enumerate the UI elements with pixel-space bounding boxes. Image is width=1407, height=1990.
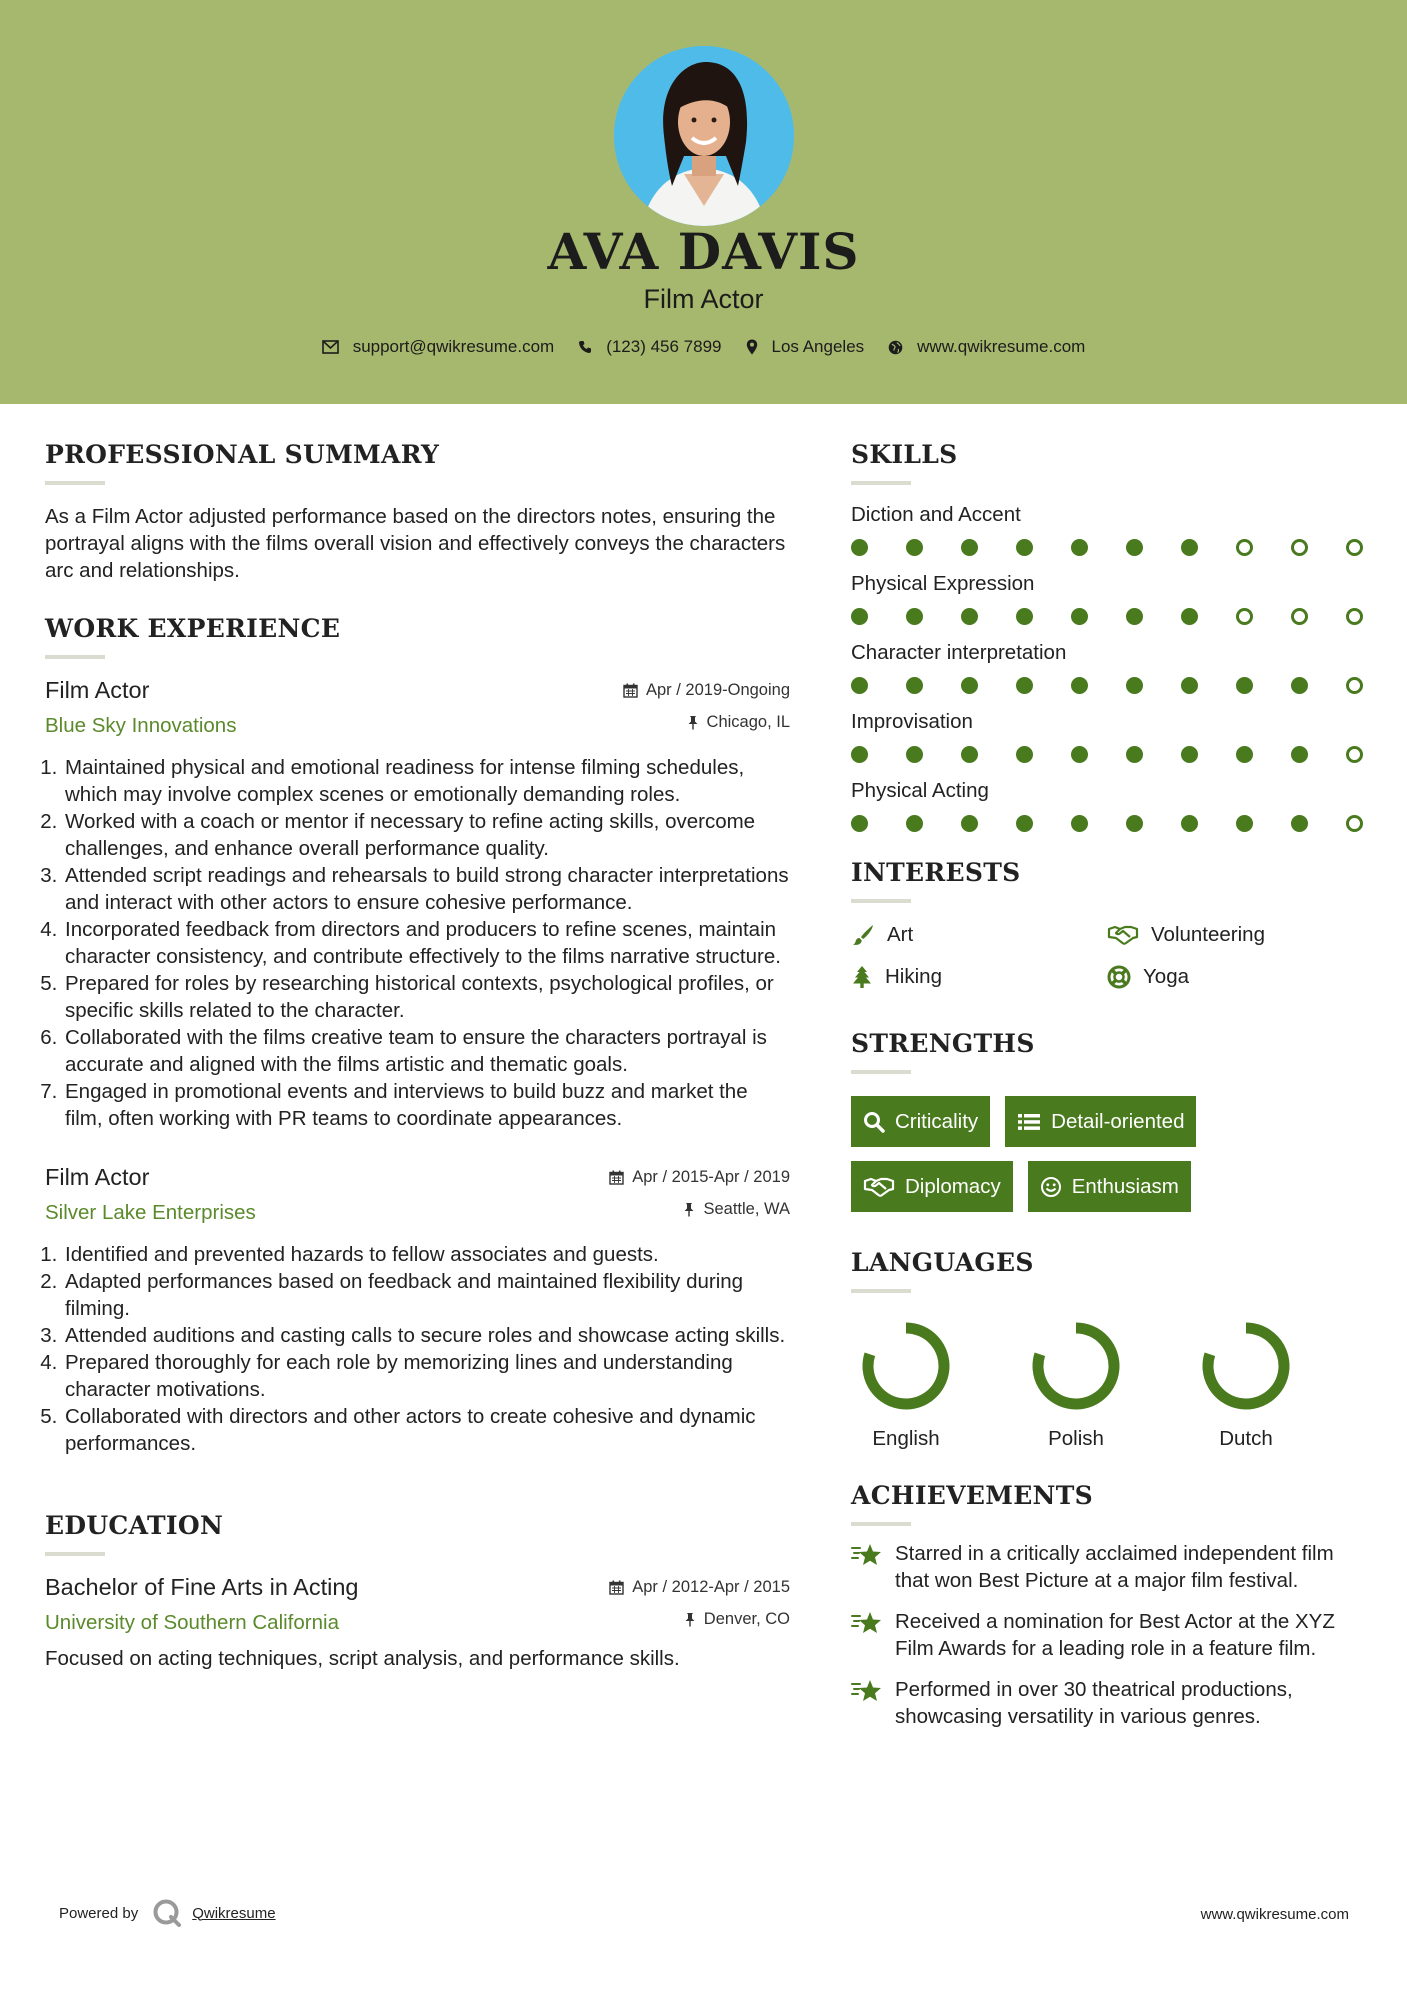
job-duty: 2. Worked with a coach or mentor if necessary to refine acting skills, overcome challenges, and enhance overall performance quality. <box>63 808 790 862</box>
skill-dot-filled <box>1016 539 1033 556</box>
list-icon <box>1017 1112 1041 1132</box>
language-proficiency-arc <box>1038 1328 1114 1404</box>
achievement-item <box>851 1540 1371 1594</box>
skills-heading: SKILLS <box>851 440 958 469</box>
interest-item <box>1107 965 1363 989</box>
strength-label: Diplomacy <box>905 1174 1001 1198</box>
language-item <box>851 1319 1021 1451</box>
languages-list <box>851 1319 1371 1451</box>
skill-name: Improvisation <box>851 710 973 733</box>
envelope-icon <box>322 340 339 354</box>
languages-heading-rule <box>851 1289 911 1293</box>
skill-dot-empty <box>1346 608 1363 625</box>
skill-dot-filled <box>1126 746 1143 763</box>
contact-location-text: Los Angeles <box>771 337 865 356</box>
language-name: Polish <box>1048 1427 1104 1450</box>
contact-phone[interactable] <box>578 337 721 357</box>
job-date-text: Apr / 2015-Apr / 2019 <box>632 1168 790 1186</box>
skill-dot-filled <box>1071 539 1088 556</box>
education-location <box>684 1610 790 1629</box>
skills-list <box>851 503 1371 832</box>
strengths-badges <box>851 1096 1371 1226</box>
calendar-icon <box>609 1170 624 1185</box>
skill-item <box>851 641 1371 694</box>
profile-photo <box>614 46 794 226</box>
skill-dot-filled <box>1291 677 1308 694</box>
skill-dot-filled <box>961 815 978 832</box>
job-company: Silver Lake Enterprises <box>45 1201 256 1224</box>
achievements-heading-rule <box>851 1522 911 1526</box>
contact-website[interactable] <box>888 337 1085 357</box>
calendar-icon <box>623 683 638 698</box>
job-location-text: Seattle, WA <box>703 1200 790 1218</box>
skill-dot-filled <box>961 539 978 556</box>
shooting-star-icon <box>851 1678 883 1704</box>
contact-location <box>746 337 865 357</box>
skill-dot-filled <box>1291 746 1308 763</box>
education-date-text: Apr / 2012-Apr / 2015 <box>632 1578 790 1596</box>
job-location <box>683 1200 790 1219</box>
strength-label: Criticality <box>895 1109 979 1133</box>
search-icon <box>863 1111 885 1133</box>
skill-dot-filled <box>851 815 868 832</box>
job-duty: 6. Collaborated with the films creative team to ensure the characters portrayal is accurate and aligned with the films artistic and thematic goals. <box>63 1024 790 1078</box>
globe-icon <box>888 340 903 355</box>
skill-rating <box>851 608 1363 625</box>
job-date <box>623 681 790 700</box>
resume-header <box>0 0 1407 404</box>
skill-dot-filled <box>1126 608 1143 625</box>
skill-dot-filled <box>961 746 978 763</box>
skill-dot-filled <box>851 677 868 694</box>
job-duty: 5. Collaborated with directors and other actors to create cohesive and dynamic performances. <box>63 1403 790 1457</box>
strength-badge <box>851 1161 1013 1212</box>
job-duties-list <box>45 1241 790 1457</box>
languages-section <box>851 1248 1371 1451</box>
interest-item <box>851 965 1107 989</box>
shooting-star-icon <box>851 1610 883 1636</box>
contact-email-text: support@qwikresume.com <box>352 337 555 356</box>
education-school: University of Southern California <box>45 1611 339 1634</box>
language-proficiency-arc <box>1208 1328 1284 1404</box>
skill-dot-filled <box>1016 815 1033 832</box>
skills-heading-rule <box>851 481 911 485</box>
skill-dot-filled <box>1071 815 1088 832</box>
skill-dot-filled <box>1236 815 1253 832</box>
thumbtack-icon <box>687 715 699 730</box>
right-column <box>851 440 1371 1730</box>
strength-badge <box>1028 1161 1191 1212</box>
job-duty: 3. Attended auditions and casting calls to secure roles and showcase acting skills. <box>63 1322 790 1349</box>
language-item <box>1191 1319 1361 1451</box>
education-degree: Bachelor of Fine Arts in Acting <box>45 1574 359 1600</box>
summary-heading: PROFESSIONAL SUMMARY <box>45 440 440 469</box>
job-company: Blue Sky Innovations <box>45 714 237 737</box>
strengths-heading-rule <box>851 1070 911 1074</box>
education-heading: EDUCATION <box>45 1511 224 1540</box>
achievements-list <box>851 1540 1371 1730</box>
skill-dot-filled <box>1181 539 1198 556</box>
summary-text: As a Film Actor adjusted performance based on the directors notes, ensuring the portrayal aligns with the films overall vision and effectively conveys the characters arc and relationships. <box>45 505 786 582</box>
experience-heading-rule <box>45 655 105 659</box>
skills-section <box>851 440 1371 832</box>
skill-dot-filled <box>1181 746 1198 763</box>
qwikresume-brand-link[interactable]: Qwikresume <box>192 1904 276 1922</box>
calendar-icon <box>609 1580 624 1595</box>
job-date <box>609 1168 790 1187</box>
interest-item <box>1107 923 1363 947</box>
shooting-star-icon <box>851 1542 883 1568</box>
skill-dot-filled <box>906 539 923 556</box>
job-location <box>687 713 790 732</box>
job-duty: 4. Incorporated feedback from directors and producers to refine scenes, maintain character consistency, and contribute effectively to the films narrative structure. <box>63 916 790 970</box>
skill-dot-filled <box>1071 608 1088 625</box>
language-proficiency-ring <box>859 1319 953 1413</box>
skill-dot-filled <box>1181 608 1198 625</box>
footer-website-link[interactable]: www.qwikresume.com <box>1200 1906 1349 1923</box>
skill-name: Character interpretation <box>851 641 1067 664</box>
handshake-icon <box>863 1176 895 1198</box>
interest-label: Volunteering <box>1151 923 1265 946</box>
skill-rating <box>851 815 1363 832</box>
contact-website-text: www.qwikresume.com <box>917 337 1086 356</box>
language-proficiency-ring <box>1029 1319 1123 1413</box>
strength-label: Detail-oriented <box>1051 1109 1185 1133</box>
education-section <box>45 1511 790 1672</box>
education-heading-rule <box>45 1552 105 1556</box>
handshake-icon <box>1107 924 1139 946</box>
paint-brush-icon <box>851 923 875 947</box>
achievement-text: Performed in over 30 theatrical productions, showcasing versatility in various genres. <box>895 1678 1293 1728</box>
qwikresume-logo-icon <box>152 1898 182 1928</box>
achievements-heading: ACHIEVEMENTS <box>851 1481 1093 1510</box>
skill-dot-filled <box>1126 815 1143 832</box>
left-column <box>45 440 790 1672</box>
skill-dot-filled <box>1016 746 1033 763</box>
job-title: Film Actor <box>45 1164 150 1190</box>
thumbtack-icon <box>683 1202 695 1217</box>
job-duty: 1. Maintained physical and emotional readiness for intense filming schedules, which may involve complex scenes or emotionally demanding roles. <box>63 754 790 808</box>
footer-powered-by <box>59 1898 276 1928</box>
professional-summary-section <box>45 440 790 584</box>
interests-heading: INTERESTS <box>851 858 1021 887</box>
achievement-text: Starred in a critically acclaimed independent film that won Best Picture at a major film festival. <box>895 1542 1334 1592</box>
achievement-text: Received a nomination for Best Actor at the XYZ Film Awards for a leading role in a feature film. <box>895 1610 1335 1660</box>
interest-label: Yoga <box>1143 965 1189 988</box>
skill-item <box>851 572 1371 625</box>
job-entry <box>45 677 790 1132</box>
skill-dot-filled <box>1236 677 1253 694</box>
skill-dot-empty <box>1236 539 1253 556</box>
profile-photo-illustration <box>614 46 794 226</box>
contact-email[interactable] <box>322 337 555 357</box>
candidate-title: Film Actor <box>643 284 764 314</box>
job-date-text: Apr / 2019-Ongoing <box>645 681 790 699</box>
job-duty: 4. Prepared thoroughly for each role by memorizing lines and understanding character motivations. <box>63 1349 790 1403</box>
skill-dot-filled <box>1291 815 1308 832</box>
powered-by-label: Powered by <box>59 1904 139 1922</box>
job-duties-list <box>45 754 790 1132</box>
smile-icon <box>1040 1176 1062 1198</box>
strength-badge <box>1005 1096 1196 1147</box>
language-name: Dutch <box>1219 1427 1273 1450</box>
skill-dot-filled <box>906 815 923 832</box>
language-name: English <box>872 1427 940 1450</box>
skill-item <box>851 710 1371 763</box>
skill-dot-filled <box>1236 746 1253 763</box>
phone-icon <box>578 340 592 354</box>
skill-item <box>851 503 1371 556</box>
skill-dot-filled <box>1181 677 1198 694</box>
tree-icon <box>851 965 873 989</box>
skill-dot-filled <box>1071 746 1088 763</box>
lifebuoy-icon <box>1107 965 1131 989</box>
skill-dot-filled <box>906 746 923 763</box>
interests-heading-rule <box>851 899 911 903</box>
experience-heading: WORK EXPERIENCE <box>45 614 341 643</box>
achievement-item <box>851 1608 1371 1662</box>
skill-rating <box>851 677 1363 694</box>
skill-name: Physical Expression <box>851 572 1035 595</box>
skill-dot-filled <box>851 539 868 556</box>
job-duty: 1. Identified and prevented hazards to fellow associates and guests. <box>63 1241 790 1268</box>
contact-bar <box>0 337 1407 357</box>
education-entry <box>45 1574 790 1672</box>
skill-dot-empty <box>1346 539 1363 556</box>
summary-heading-rule <box>45 481 105 485</box>
strength-badge <box>851 1096 990 1147</box>
languages-heading: LANGUAGES <box>851 1248 1034 1277</box>
skill-dot-empty <box>1291 539 1308 556</box>
job-location-text: Chicago, IL <box>706 713 790 731</box>
skill-dot-filled <box>1126 677 1143 694</box>
skill-dot-filled <box>851 608 868 625</box>
skill-dot-filled <box>1016 608 1033 625</box>
skill-dot-filled <box>851 746 868 763</box>
interest-item <box>851 923 1107 947</box>
skill-rating <box>851 539 1363 556</box>
work-experience-section <box>45 614 790 1457</box>
education-description: Focused on acting techniques, script analysis, and performance skills. <box>45 1647 680 1670</box>
language-proficiency-arc <box>868 1328 944 1404</box>
strengths-heading: STRENGTHS <box>851 1029 1035 1058</box>
skill-rating <box>851 746 1363 763</box>
job-entry <box>45 1164 790 1457</box>
education-location-text: Denver, CO <box>703 1610 790 1628</box>
skill-dot-filled <box>961 608 978 625</box>
skill-dot-filled <box>1071 677 1088 694</box>
skill-dot-empty <box>1346 746 1363 763</box>
thumbtack-icon <box>684 1612 696 1627</box>
job-duty: 5. Prepared for roles by researching historical contexts, psychological profiles, or specific skills related to the character. <box>63 970 790 1024</box>
skill-name: Diction and Accent <box>851 503 1021 526</box>
interest-label: Art <box>887 923 914 946</box>
skill-dot-filled <box>1016 677 1033 694</box>
skill-dot-filled <box>961 677 978 694</box>
education-date <box>609 1578 790 1597</box>
skill-dot-filled <box>1126 539 1143 556</box>
interest-label: Hiking <box>885 965 942 988</box>
contact-phone-text: (123) 456 7899 <box>606 337 722 356</box>
skill-dot-empty <box>1236 608 1253 625</box>
skill-dot-empty <box>1291 608 1308 625</box>
strengths-section <box>851 1029 1371 1226</box>
strength-label: Enthusiasm <box>1071 1174 1179 1198</box>
skill-item <box>851 779 1371 832</box>
achievement-item <box>851 1676 1371 1730</box>
language-proficiency-ring <box>1199 1319 1293 1413</box>
skill-dot-filled <box>906 608 923 625</box>
interests-section <box>851 858 1371 989</box>
skill-dot-empty <box>1346 677 1363 694</box>
skill-dot-filled <box>906 677 923 694</box>
map-marker-icon <box>746 339 758 355</box>
skill-dot-filled <box>1181 815 1198 832</box>
skill-name: Physical Acting <box>851 779 989 802</box>
achievements-section <box>851 1481 1371 1730</box>
job-title: Film Actor <box>45 677 150 703</box>
candidate-name: AVA DAVIS <box>547 222 860 281</box>
job-duty: 2. Adapted performances based on feedback and maintained flexibility during filming. <box>63 1268 790 1322</box>
interests-grid <box>851 923 1371 989</box>
skill-dot-empty <box>1346 815 1363 832</box>
job-duty: 7. Engaged in promotional events and interviews to build buzz and market the film, often working with PR teams to coordinate appearances. <box>63 1078 790 1132</box>
job-duty: 3. Attended script readings and rehearsals to build strong character interpretations and interact with other actors to ensure cohesive performance. <box>63 862 790 916</box>
language-item <box>1021 1319 1191 1451</box>
